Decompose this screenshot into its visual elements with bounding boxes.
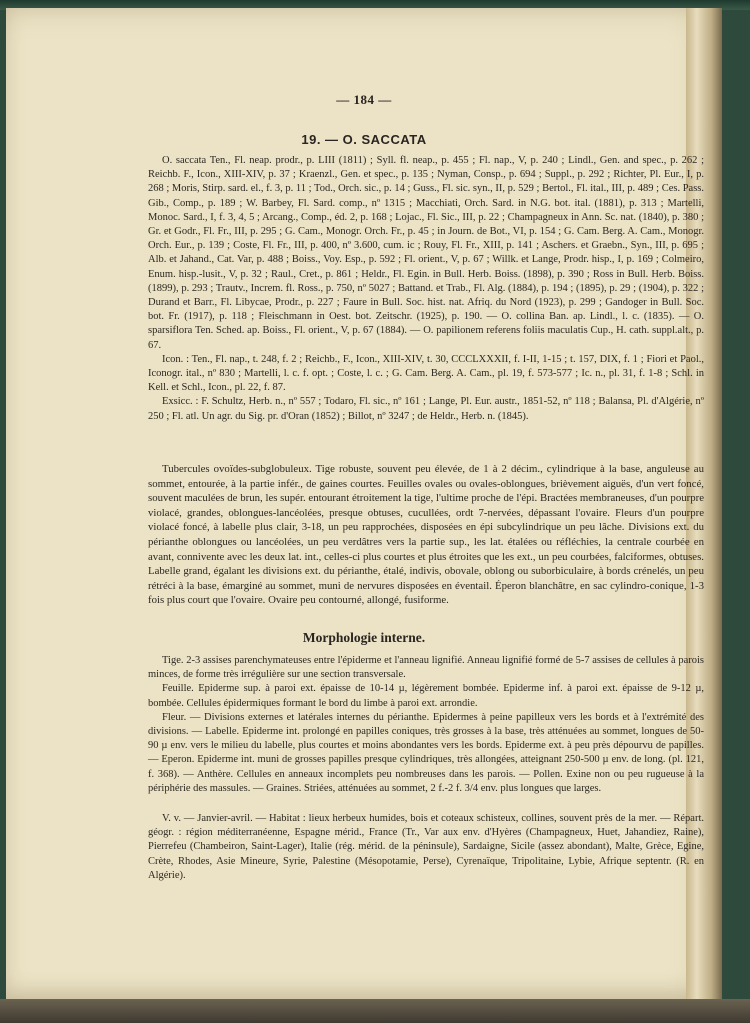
description-paragraph: Tubercules ovoïdes-subglobuleux. Tige robuste, souvent peu élevée, de 1 à 2 décim., cylindrique à la base, anguleuse au sommet, entourée, à la partie infér., de gaines courtes. Feuilles ovales ou ovales-oblongues, brièvement aiguës, d'un vert foncé, souvent maculées de brun, les supér. entourant étroitement la tige, l'ultime proche de l'épi. Bractées membraneuses, d'un pourpre violacé, grandes, oblongues-lancéolées, presque obtuses, cucullées, ordt 7-nervées, dépassant l'ovaire. Fleurs d'un pourpre violacé foncé, à labelle plus clair, 3-18, un peu rapprochées, disposées en épi subcylindrique un peu lâche. Divisions ext. du périanthe oblongues ou lancéolées, un peu verdâtres vers la partie sup., les lat. étalées ou réfléchies, la centrale courbée en avant, connivente avec les deux lat. int., celles-ci plus courtes et plus étroites que les ext., un peu courbées, falciformes, obtuses. Labelle grand, égalant les divisions ext. du périanthe, étalé, indivis, obovale, oblong ou suborbiculaire, à bords crénelés, un peu rétréci à la base, émarginé au sommet, muni de nervures disposées en éventail. Éperon blanchâtre, en sac cylindro-conique, 1-3 fois plus court que l'ovaire. Ovaire peu contourné, allongé, fusiforme. [148, 463, 704, 607]
synonymy-block [148, 154, 704, 424]
exsiccatae-paragraph: Exsicc. : F. Schultz, Herb. n., nº 557 ; Todaro, Fl. sic., nº 161 ; Lange, Pl. Eur. austr., 1851-52, nº 118 ; Balansa, Pl. d'Algérie, nº 250 ; Fl. atl. Un agr. du Sig. pr. d'Oran (1852) ; Billot, nº 3247 ; de Heldr., Herb. n. (1845). [148, 396, 704, 422]
book-edge-bottom [0, 999, 750, 1023]
page-number: — 184 — [336, 92, 392, 107]
section-heading-morphology: Morphologie interne. [302, 630, 426, 645]
habitat-block [148, 812, 704, 883]
morphology-block [148, 654, 704, 796]
iconography-paragraph: Icon. : Ten., Fl. nap., t. 248, f. 2 ; Reichb., F., Icon., XIII-XIV, t. 30, CCCLXXXII, f. I-II, 1-15 ; t. 157, DIX, f. 1 ; Fiori et Paol., Iconogr. ital., nº 830 ; Martelli, l. c. f. opt. ; Coste, l. c. ; G. Cam. Berg. A. Cam., pl. 19, f. 573-577 ; Ic. n., pl. 31, f. 1-8 ; Schl. in Kell. et Schl., Icon., pl. 22, f. 87. [148, 353, 704, 394]
habitat-paragraph: V. v. — Janvier-avril. — Habitat : lieux herbeux humides, bois et coteaux schisteux, collines, souvent près de la mer. — Répart. géogr. : région méditerranéenne, Espagne mérid., France (Tr., Var aux env. d'Hyères (Champagneux, Huet, Jahandiez, Raine), Pierrefeu (Chambeiron, Saint-Lager), Italie (rég. mérid. de la péninsule), Sardaigne, Sicile (assez abondant), Malte, Grèce, Egine, Crète, Rhodes, Asie Mineure, Syrie, Palestine (Mésopotamie, Perse), Cyrenaïque, Tripolitaine, Lybie, Afrique septentr. (R. en Algérie). [148, 813, 704, 881]
morphology-flower-paragraph: Fleur. — Divisions externes et latérales internes du périanthe. Epidermes à peine papilleux vers les bords et à l'extrémité des divisions. — Labelle. Epiderme int. prolongé en papilles coniques, très grosses à la base, très atténuées au sommet, longues de 50-90 µ env. vers le milieu du labelle, plus courtes et moins abondantes vers les bords. Epiderme ext. à peu près dépourvu de papilles. — Eperon. Epiderme int. muni de grosses papilles presque cylindriques, très allongées, atteignant 250-500 µ env. de long. (pl. 121, f. 368). — Anthère. Cellules en anneaux incomplets peu nombreuses dans les parois. — Pollen. Exine non ou peu rugueuse à la périphérie des massules. — Graines. Striées, atténuées au sommet, 2 f.-2 f. 3/4 env. plus longues que larges. [148, 711, 704, 794]
morphology-stem-paragraph: Tige. 2-3 assises parenchymateuses entre l'épiderme et l'anneau lignifié. Anneau lignifié formé de 5-7 assises de cellules à parois minces, de forme très irrégulière sur une section transversale. [148, 655, 704, 681]
species-heading: 19. — O. SACCATA [301, 132, 427, 147]
synonymy-paragraph: O. saccata Ten., Fl. neap. prodr., p. LIII (1811) ; Syll. fl. neap., p. 455 ; Fl. nap., V, p. 240 ; Lindl., Gen. and spec., p. 262 ; Reichb. F., Icon., XIII-XIV, p. 37 ; Kraenzl., Gen. et spec., p. 135 ; Nyman, Consp., p. 694 ; Suppl., p. 292 ; Richter, Pl. Eur., I, p. 268 ; Moris, Stirp. sard. el., f. 3, p. 11 ; Tod., Orch. sic., p. 14 ; Guss., Fl. sic. syn., II, p. 529 ; Bertol., Fl. ital., III, p. 489 ; Ces. Pass. Gib., Comp., p. 189 ; W. Barbey, Fl. Sard. comp., nº 1315 ; Macchiati, Orch. Sard. in N.G. bot. ital. (1881), p. 313 ; Martelli, Monoc. Sard., I, f. 3, 4, 5 ; Arcang., Comp., éd. 2, p. 168 ; Lojac., Fl. Sic., III, p. 22 ; Champagneux in Ann. Sc. nat. (1840), p. 380 ; Gr. et Godr., Fl. Fr., III, p. 295 ; G. Cam., Monogr. Orch. Fr., p. 45 ; in Journ. de Bot., VI, p. 154 ; G. Cam. Berg. A. Cam., Monogr. Orch. Eur., p. 139 ; Coste, Fl. Fr., III, p. 400, nº 3.600, cum. ic ; Rouy, Fl. Fr., XIII, p. 141 ; Aschers. et Graebn., Syn., III, p. 695 ; Alb. et Jahand., Cat. Var, p. 488 ; Boiss., Voy. Esp., p. 592 ; Fl. orient., V, p. 67 ; Willk. et Lange, Prodr. hisp., I, p. 169 ; Colmeiro, Enum. hisp.-lusit., V, p. 32 ; Raul., Cret., p. 861 ; Heldr., Fl. Egin. in Bull. Herb. Boiss. (1898), p. 390 ; Ross in Bull. Herb. Boiss. (1899), p. 293 ; Trautv., Increm. fl. Ross., p. 750, nº 5027 ; Battand. et Trab., Fl. Alg. (1884), p. 194 ; (1895), p. 29 ; (1904), p. 322 ; Durand et Barr., Fl. Libycae, Prodr., p. 227 ; Faure in Bull. Soc. hist. nat. Afriq. du Nord (1923), p. 299 ; Gandoger in Bull. Soc. bot. Fr. (1917), p. 118 ; Fleischmann in Oest. bot. Zeitschr. (1925), p. 190. — O. collina Ban. ap. Lindl., l. c. (1835). — O. sparsiflora Ten. Sched. ap. Boiss., Fl. orient., V, p. 67 (1884). — O. papilionem referens foliis maculatis Cup., H. cath. suppl.alt., p. 67. [148, 155, 704, 351]
description-block [148, 462, 704, 608]
book-page [6, 8, 722, 1003]
morphology-leaf-paragraph: Feuille. Epiderme sup. à paroi ext. épaisse de 10-14 µ, légèrement bombée. Epiderme inf. à paroi ext. épaisse de 9-12 µ, bombée. Cellules épidermiques formant le bord du limbe à paroi ext. arrondie. [148, 683, 704, 709]
